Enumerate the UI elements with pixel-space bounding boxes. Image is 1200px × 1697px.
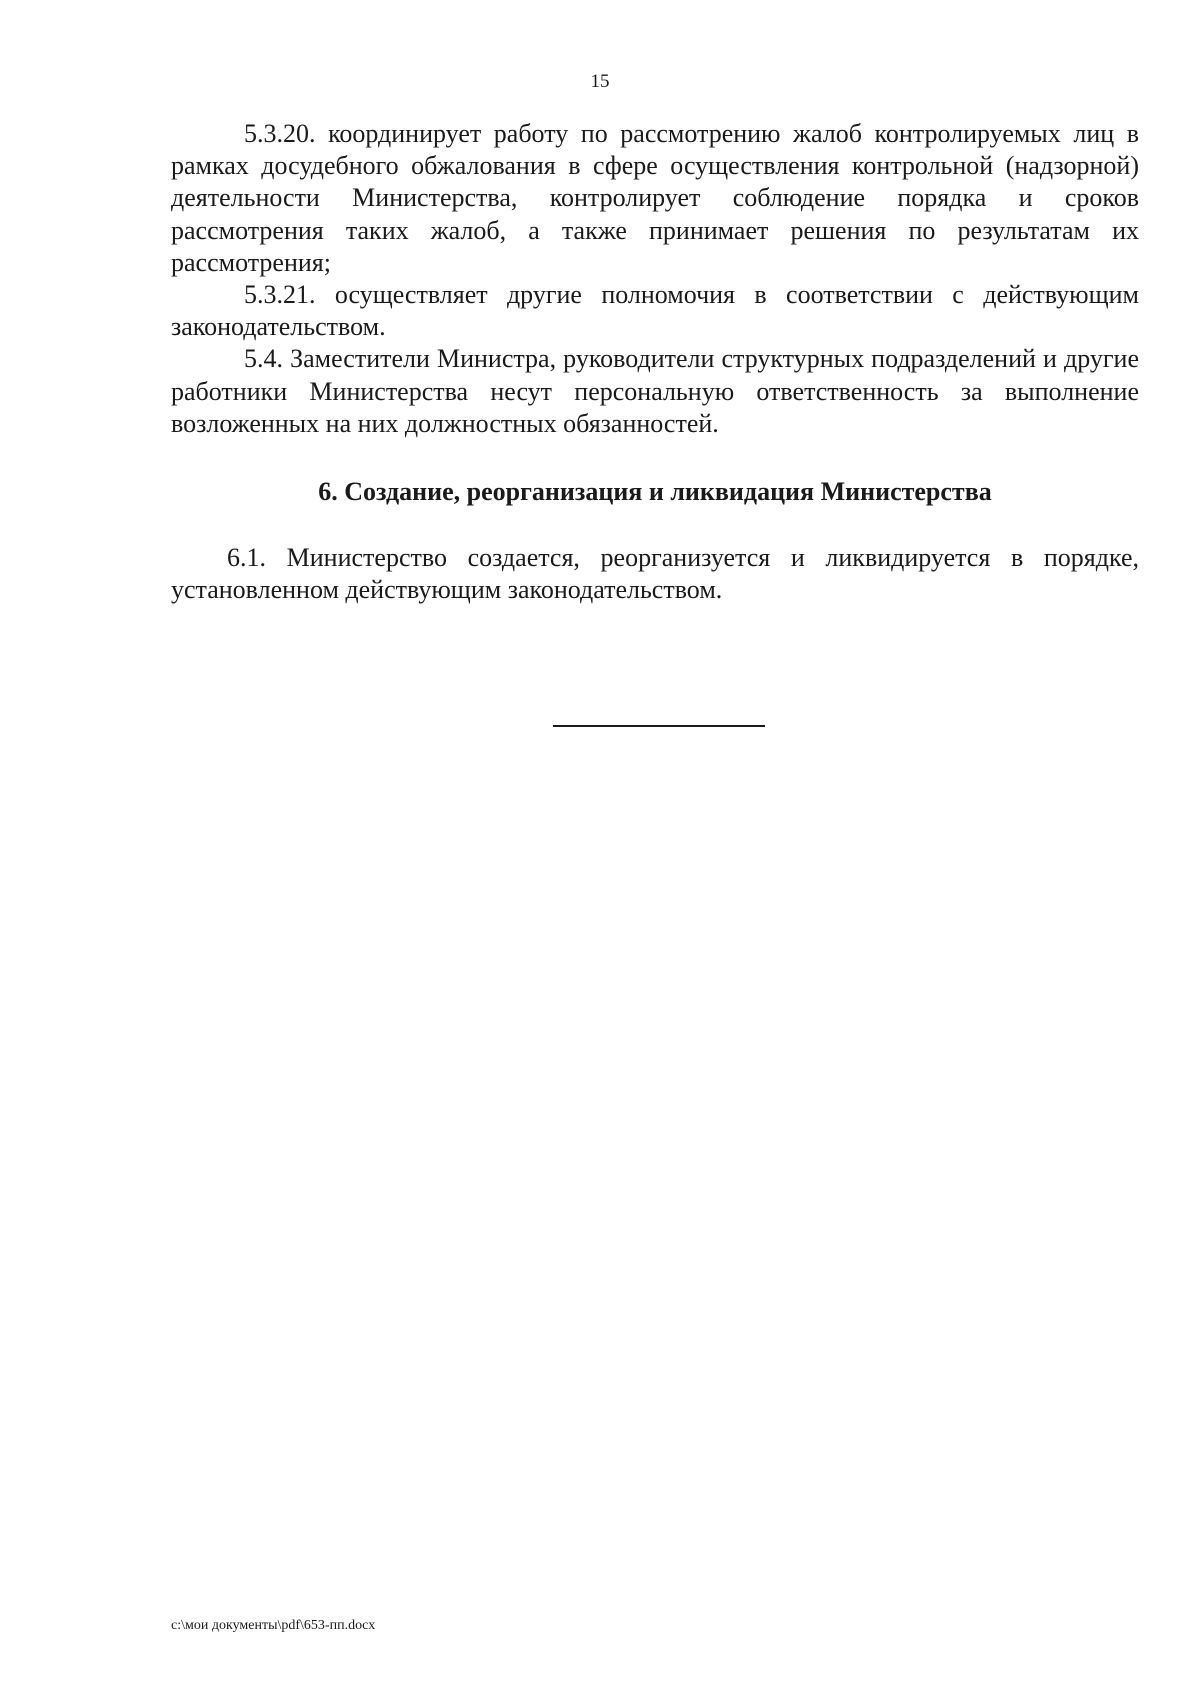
paragraph-5-4: 5.4. Заместители Министра, руководители структурных подразделений и другие работники Министерства несут персональную ответственность за выполнение возложенных на них должностных обязанностей. bbox=[171, 344, 1139, 438]
paragraph-6-1: 6.1. Министерство создается, реорганизуется и ликвидируется в порядке, установленном действующим законодательством. bbox=[171, 543, 1139, 605]
document-body bbox=[171, 118, 1139, 606]
page-number: 15 bbox=[590, 71, 610, 92]
paragraph-5-3-20: 5.3.20. координирует работу по рассмотрению жалоб контролируемых лиц в рамках досудебного обжалования в сфере осуществления контрольной (надзорной) деятельности Министерства, контролирует соблюдение порядка и сроков рассмотрения таких жалоб, а также принимает решения по результатам их рассмотрения; bbox=[171, 119, 1139, 277]
end-of-document-rule bbox=[553, 725, 765, 727]
paragraph-5-3-21: 5.3.21. осуществляет другие полномочия в соответствии с действующим законодательством. bbox=[171, 280, 1139, 342]
section-heading: 6. Создание, реорганизация и ликвидация Министерства bbox=[318, 477, 992, 507]
footer-file-path: c:\мои документы\pdf\653-пп.docx bbox=[171, 1618, 376, 1633]
